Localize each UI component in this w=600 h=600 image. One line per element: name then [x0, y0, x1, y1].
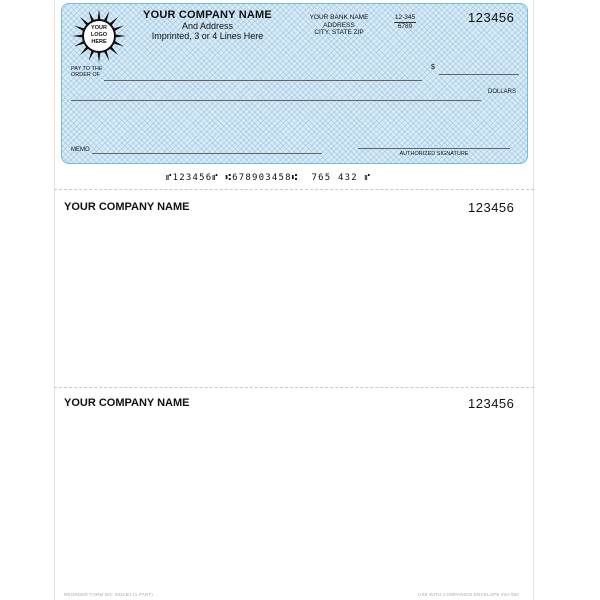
written-amount-field[interactable] [71, 100, 481, 101]
company-name: YOUR COMPANY NAME [143, 9, 272, 21]
dollar-sign: $ [431, 64, 435, 71]
stub-1-company-name: YOUR COMPANY NAME [64, 201, 190, 213]
stub-2-company-name: YOUR COMPANY NAME [64, 397, 190, 409]
company-logo [71, 8, 127, 64]
stub-2-check-number: 123456 [468, 396, 515, 411]
signature-label: AUTHORIZED SIGNATURE [399, 151, 469, 157]
bank-info [300, 14, 378, 37]
pay-to-label: PAY TO THE ORDER OF [71, 66, 103, 78]
check-face [61, 3, 528, 164]
dollars-label: DOLLARS [488, 89, 517, 95]
bank-address: ADDRESS [323, 21, 355, 29]
company-address-line-2: Imprinted, 3 or 4 Lines Here [151, 31, 264, 41]
memo-field[interactable] [92, 153, 322, 154]
signature-field[interactable] [358, 148, 510, 149]
fractional-routing [390, 14, 420, 30]
payee-field[interactable] [104, 80, 422, 81]
bank-name: YOUR BANK NAME [309, 14, 369, 21]
bank-city-state: CITY, STATE ZIP [314, 29, 364, 36]
amount-field[interactable] [439, 64, 519, 75]
check-number: 123456 [468, 10, 515, 25]
routing-denominator: 6789 [397, 22, 413, 30]
reorder-form-text: REORDER FORM NO. 002LB1 (1 PART) [64, 592, 154, 597]
companion-envelope-text: USE WITH COMPANION ENVELOPE #44-000 [418, 592, 519, 597]
stub-1-check-number: 123456 [468, 200, 515, 215]
routing-numerator: 12-345 [394, 14, 416, 21]
company-address-line-1: And Address [181, 21, 234, 31]
company-header [140, 9, 275, 41]
micr-line: ⑈123456⑈ ⑆678903458⑆ 765 432 ⑈ [166, 173, 372, 183]
memo-label: MEMO [71, 147, 90, 153]
perforation-line-2 [54, 387, 534, 388]
perforation-line-1 [54, 189, 534, 190]
logo-placeholder-text: YOUR LOGO HERE [90, 25, 108, 45]
